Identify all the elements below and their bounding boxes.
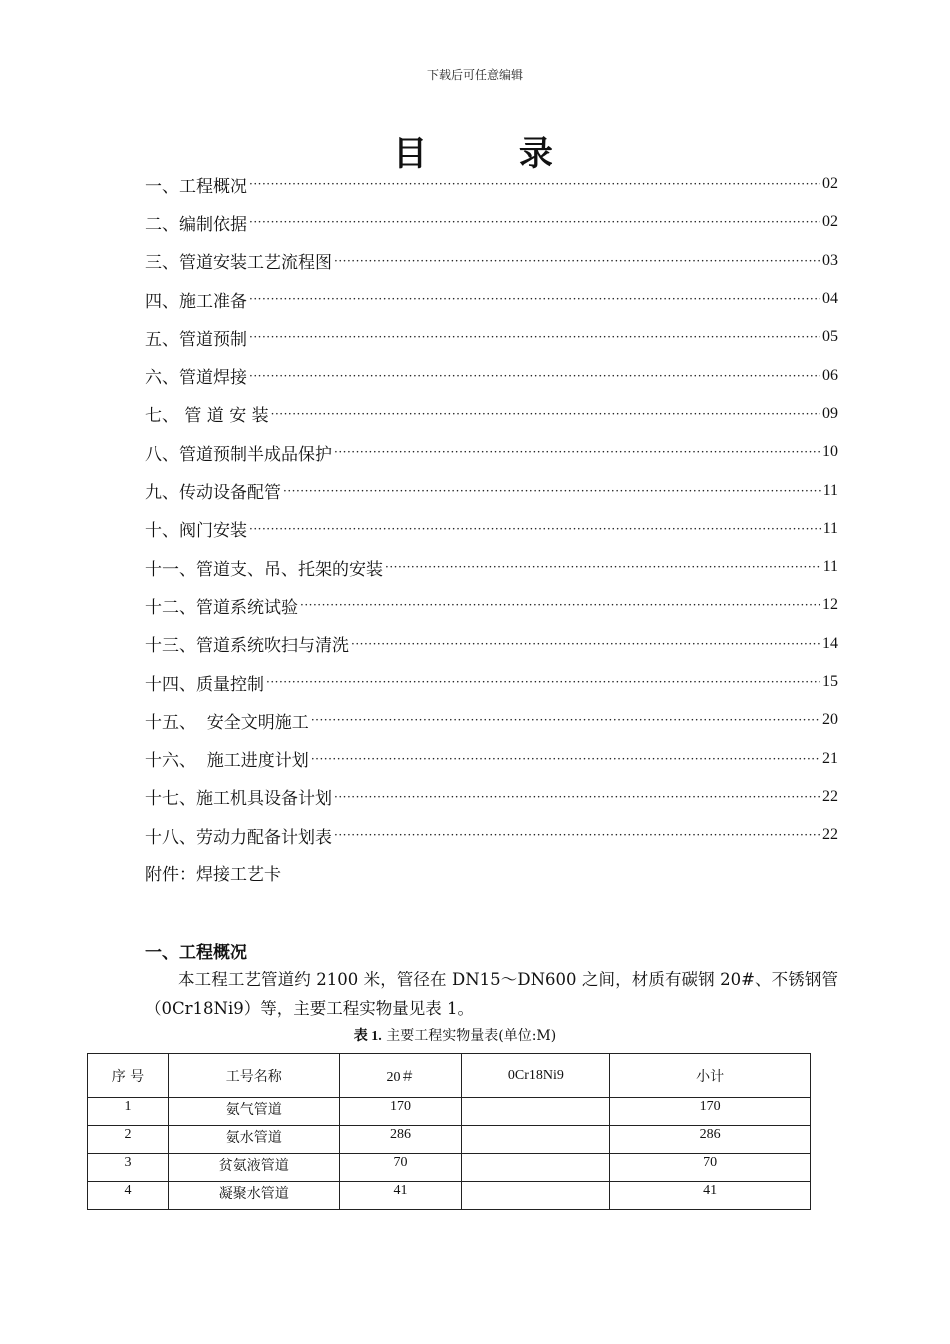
toc-entry-label: 十七、施工机具设备计划 [145, 789, 332, 810]
table-cell [462, 1098, 610, 1126]
toc-entry-label: 七、 管 道 安 装 [145, 406, 269, 427]
table-cell: 41 [610, 1182, 811, 1210]
toc-entry-page: 04 [822, 290, 838, 308]
toc-leader-dots [334, 254, 820, 268]
toc-title: 目 录 [393, 134, 593, 174]
table-cell: 170 [339, 1098, 462, 1126]
table-header-cell: 20＃ [339, 1054, 462, 1098]
toc-leader-dots [249, 292, 820, 306]
table-of-contents [145, 165, 838, 854]
toc-entry [145, 663, 838, 701]
toc-entry [145, 739, 838, 777]
toc-entry [145, 280, 838, 318]
toc-entry [145, 625, 838, 663]
table-caption [0, 1025, 910, 1045]
table-cell: 氨水管道 [168, 1126, 339, 1154]
toc-leader-dots [300, 598, 820, 612]
toc-entry-page: 22 [822, 826, 838, 844]
table-cell: 氨气管道 [168, 1098, 339, 1126]
toc-entry-page: 21 [822, 749, 838, 767]
toc-entry-label: 十八、劳动力配备计划表 [145, 827, 332, 848]
toc-entry-label: 三、管道安装工艺流程图 [145, 253, 332, 274]
toc-entry-page: 11 [822, 558, 838, 576]
table-cell [462, 1182, 610, 1210]
toc-leader-dots [249, 177, 820, 191]
table-cell: 4 [88, 1182, 169, 1210]
toc-entry-label: 十一、管道支、吊、托架的安装 [145, 559, 383, 580]
table-cell: 286 [610, 1126, 811, 1154]
toc-leader-dots [311, 713, 820, 727]
toc-entry-label: 十、阀门安装 [145, 521, 247, 542]
table-cell: 41 [339, 1182, 462, 1210]
toc-entry [145, 203, 838, 241]
toc-entry [145, 165, 838, 203]
toc-entry-page: 02 [822, 175, 838, 193]
toc-leader-dots [334, 445, 820, 459]
table-cell [462, 1126, 610, 1154]
table-cell: 170 [610, 1098, 811, 1126]
table-cell [462, 1154, 610, 1182]
section-heading: 一、工程概况 [145, 943, 247, 963]
toc-entry-label: 十三、管道系统吹扫与清洗 [145, 636, 349, 657]
toc-leader-dots [334, 790, 820, 804]
table-cell: 286 [339, 1126, 462, 1154]
table-cell: 70 [610, 1154, 811, 1182]
table-header-cell: 序 号 [88, 1054, 169, 1098]
toc-entry-label: 十四、质量控制 [145, 674, 264, 695]
toc-entry [145, 318, 838, 356]
toc-leader-dots [283, 484, 821, 498]
toc-entry-label: 一、工程概况 [145, 176, 247, 197]
toc-entry-label: 八、管道预制半成品保护 [145, 444, 332, 465]
toc-leader-dots [266, 675, 820, 689]
table-cell: 1 [88, 1098, 169, 1126]
toc-entry-label: 二、编制依据 [145, 214, 247, 235]
table-cell: 2 [88, 1126, 169, 1154]
table-header-cell: 小计 [610, 1054, 811, 1098]
toc-entry [145, 548, 838, 586]
toc-entry-page: 02 [822, 213, 838, 231]
toc-entry-label: 十五、 安全文明施工 [145, 712, 309, 733]
toc-entry [145, 356, 838, 394]
table-caption-label: 表 1. [353, 1029, 382, 1044]
table-cell: 贫氨液管道 [168, 1154, 339, 1182]
toc-entry [145, 242, 838, 280]
toc-entry [145, 433, 838, 471]
table-row [88, 1154, 811, 1182]
toc-entry [145, 471, 838, 509]
toc-leader-dots [334, 828, 820, 842]
toc-entry-page: 20 [822, 711, 838, 729]
toc-entry-page: 14 [822, 634, 838, 652]
table-row [88, 1126, 811, 1154]
table-header-cell: 0Cr18Ni9 [462, 1054, 610, 1098]
toc-entry-page: 12 [822, 596, 838, 614]
toc-entry-page: 10 [822, 443, 838, 461]
toc-entry-label: 六、管道焊接 [145, 368, 247, 389]
toc-entry-label: 十六、 施工进度计划 [145, 751, 309, 772]
toc-entry-page: 06 [822, 366, 838, 384]
toc-entry-page: 09 [822, 404, 838, 422]
toc-leader-dots [311, 752, 820, 766]
table-row [88, 1182, 811, 1210]
toc-leader-dots [249, 369, 820, 383]
quantity-table [87, 1053, 811, 1210]
toc-entry-page: 22 [822, 787, 838, 805]
table-header-cell: 工号名称 [168, 1054, 339, 1098]
toc-entry-page: 11 [822, 519, 838, 537]
toc-entry [145, 701, 838, 739]
table-header-row [88, 1054, 811, 1098]
toc-entry-label: 四、施工准备 [145, 291, 247, 312]
toc-entry-page: 15 [822, 673, 838, 690]
toc-entry [145, 395, 838, 433]
toc-entry-label: 十二、管道系统试验 [145, 597, 298, 618]
toc-entry-label: 九、传动设备配管 [145, 483, 281, 504]
toc-leader-dots [249, 330, 820, 344]
toc-appendix: 附件：焊接工艺卡 [145, 864, 281, 885]
toc-entry-page: 05 [822, 328, 838, 346]
table-cell: 凝聚水管道 [168, 1182, 339, 1210]
section-paragraph: 本工程工艺管道约 2100 米，管径在 DN15～DN600 之间，材质有碳钢 20#、不锈钢管（0Cr18Ni9）等，主要工程实物量见表 1。 [145, 970, 838, 1018]
page-header-note: 下载后可任意编辑 [426, 68, 523, 82]
toc-entry [145, 816, 838, 854]
toc-entry-page: 11 [822, 481, 838, 499]
toc-leader-dots [271, 407, 820, 421]
table-row [88, 1098, 811, 1126]
toc-leader-dots [385, 560, 821, 574]
toc-entry [145, 510, 838, 548]
toc-entry [145, 586, 838, 624]
toc-entry-label: 五、管道预制 [145, 329, 247, 350]
toc-entry-page: 03 [822, 251, 838, 269]
toc-leader-dots [249, 522, 821, 536]
toc-leader-dots [351, 637, 820, 651]
toc-leader-dots [249, 215, 820, 229]
toc-entry [145, 778, 838, 816]
table-cell: 70 [339, 1154, 462, 1182]
table-caption-text: 主要工程实物量表(单位:M) [386, 1028, 557, 1044]
table-cell: 3 [88, 1154, 169, 1182]
